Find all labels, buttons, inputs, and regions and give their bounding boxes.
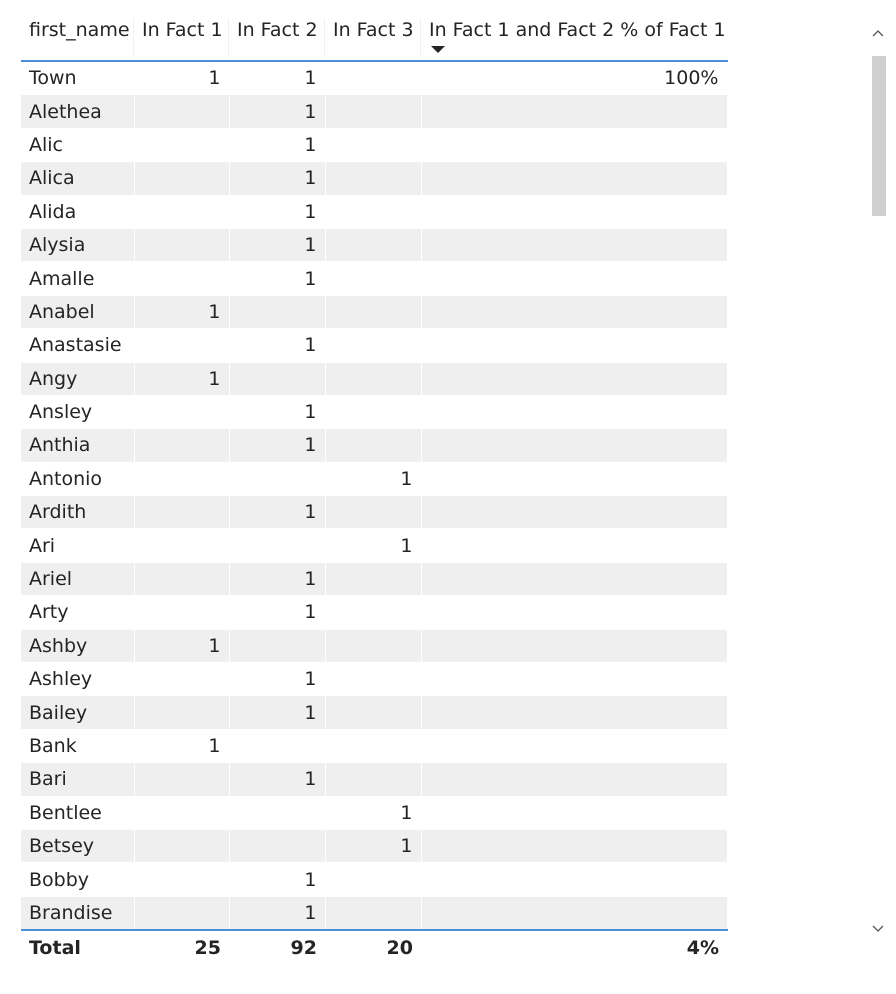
cell-first-name: Antonio [21, 462, 134, 495]
cell-in-fact-3 [325, 61, 421, 95]
cell-in-fact-1 [134, 896, 229, 930]
chevron-down-icon [872, 922, 884, 934]
table-visual [21, 0, 727, 965]
table-row[interactable] [21, 162, 727, 195]
cell-in-fact-3 [325, 729, 421, 762]
cell-in-fact-3: 1 [325, 529, 421, 562]
cell-in-fact-1: 1 [134, 61, 229, 95]
total-label: Total [21, 930, 134, 965]
cell-first-name: Anabel [21, 295, 134, 328]
scroll-thumb[interactable] [872, 56, 886, 216]
column-header-label: In Fact 1 and Fact 2 % of Fact 1 [429, 19, 726, 41]
table-row[interactable] [21, 863, 727, 896]
cell-in-fact-3 [325, 663, 421, 696]
table-row[interactable] [21, 629, 727, 662]
cell-in-fact-2: 1 [229, 429, 325, 462]
cell-first-name: Alica [21, 162, 134, 195]
cell-first-name: Ariel [21, 562, 134, 595]
cell-in-fact-3 [325, 896, 421, 930]
cell-first-name: Bobby [21, 863, 134, 896]
table-row[interactable] [21, 496, 727, 529]
cell-in-fact-2 [229, 629, 325, 662]
cell-in-fact-2: 1 [229, 896, 325, 930]
cell-in-fact-2: 1 [229, 162, 325, 195]
cell-in-fact-3 [325, 295, 421, 328]
column-header-in-fact-2[interactable] [229, 0, 325, 61]
cell-fact1-fact2-pct [421, 763, 727, 796]
table-row[interactable] [21, 829, 727, 862]
cell-fact1-fact2-pct: 100% [421, 61, 727, 95]
table-row[interactable] [21, 61, 727, 95]
cell-in-fact-2: 1 [229, 496, 325, 529]
column-header-in-fact-3[interactable] [325, 0, 421, 61]
cell-first-name: Ardith [21, 496, 134, 529]
cell-fact1-fact2-pct [421, 629, 727, 662]
cell-in-fact-2 [229, 362, 325, 395]
cell-first-name: Ansley [21, 395, 134, 428]
cell-in-fact-1 [134, 195, 229, 228]
table-row[interactable] [21, 295, 727, 328]
cell-in-fact-3: 1 [325, 829, 421, 862]
cell-in-fact-1 [134, 329, 229, 362]
cell-in-fact-3 [325, 429, 421, 462]
cell-fact1-fact2-pct [421, 663, 727, 696]
cell-in-fact-1: 1 [134, 729, 229, 762]
total-in-fact-3: 20 [325, 930, 421, 965]
cell-in-fact-3: 1 [325, 462, 421, 495]
table-row[interactable] [21, 562, 727, 595]
table-row[interactable] [21, 128, 727, 161]
cell-in-fact-2: 1 [229, 95, 325, 128]
table-row[interactable] [21, 395, 727, 428]
cell-fact1-fact2-pct [421, 529, 727, 562]
cell-first-name: Betsey [21, 829, 134, 862]
cell-fact1-fact2-pct [421, 228, 727, 261]
cell-first-name: Bari [21, 763, 134, 796]
table-row[interactable] [21, 663, 727, 696]
cell-in-fact-1 [134, 562, 229, 595]
cell-in-fact-3 [325, 329, 421, 362]
total-in-fact-1: 25 [134, 930, 229, 965]
column-header-label: In Fact 2 [237, 19, 318, 41]
cell-fact1-fact2-pct [421, 262, 727, 295]
cell-in-fact-3 [325, 195, 421, 228]
cell-in-fact-2: 1 [229, 663, 325, 696]
chevron-up-icon [872, 28, 884, 40]
column-header-label: In Fact 3 [333, 19, 414, 41]
cell-in-fact-2 [229, 462, 325, 495]
cell-fact1-fact2-pct [421, 596, 727, 629]
cell-first-name: Angy [21, 362, 134, 395]
cell-first-name: Anthia [21, 429, 134, 462]
cell-in-fact-3 [325, 596, 421, 629]
vertical-scrollbar[interactable] [868, 20, 888, 946]
cell-in-fact-2: 1 [229, 863, 325, 896]
cell-in-fact-3 [325, 562, 421, 595]
cell-first-name: Alethea [21, 95, 134, 128]
cell-fact1-fact2-pct [421, 696, 727, 729]
cell-in-fact-2: 1 [229, 696, 325, 729]
cell-in-fact-1 [134, 696, 229, 729]
cell-fact1-fact2-pct [421, 329, 727, 362]
cell-in-fact-1 [134, 663, 229, 696]
cell-in-fact-2: 1 [229, 596, 325, 629]
cell-in-fact-2: 1 [229, 262, 325, 295]
table-row[interactable] [21, 763, 727, 796]
column-header-label: In Fact 1 [142, 19, 223, 41]
column-header-fact1-fact2-pct[interactable] [421, 0, 727, 61]
table-row[interactable] [21, 729, 727, 762]
table-row[interactable] [21, 696, 727, 729]
table-row[interactable] [21, 529, 727, 562]
cell-in-fact-1 [134, 763, 229, 796]
data-table [21, 0, 728, 965]
header-row [21, 0, 727, 61]
cell-in-fact-2 [229, 796, 325, 829]
cell-in-fact-2: 1 [229, 763, 325, 796]
cell-fact1-fact2-pct [421, 896, 727, 930]
cell-in-fact-1 [134, 95, 229, 128]
cell-first-name: Bailey [21, 696, 134, 729]
cell-fact1-fact2-pct [421, 162, 727, 195]
cell-first-name: Ashby [21, 629, 134, 662]
scroll-track[interactable] [870, 56, 886, 916]
sort-descending-icon [431, 46, 445, 53]
cell-fact1-fact2-pct [421, 195, 727, 228]
cell-fact1-fact2-pct [421, 462, 727, 495]
cell-in-fact-1 [134, 863, 229, 896]
table-row[interactable] [21, 329, 727, 362]
cell-fact1-fact2-pct [421, 796, 727, 829]
table-row[interactable] [21, 262, 727, 295]
cell-first-name: Anastasie [21, 329, 134, 362]
total-fact1-fact2-pct: 4% [421, 930, 727, 965]
cell-fact1-fact2-pct [421, 863, 727, 896]
table-row[interactable] [21, 362, 727, 395]
total-in-fact-2: 92 [229, 930, 325, 965]
cell-in-fact-3 [325, 696, 421, 729]
cell-first-name: Ashley [21, 663, 134, 696]
cell-first-name: Ari [21, 529, 134, 562]
cell-in-fact-2: 1 [229, 562, 325, 595]
cell-in-fact-1 [134, 262, 229, 295]
cell-in-fact-2 [229, 829, 325, 862]
cell-in-fact-3 [325, 162, 421, 195]
cell-in-fact-3 [325, 262, 421, 295]
cell-first-name: Bank [21, 729, 134, 762]
cell-in-fact-1 [134, 395, 229, 428]
table-row[interactable] [21, 228, 727, 261]
cell-in-fact-2 [229, 295, 325, 328]
scroll-down-button[interactable] [868, 918, 888, 938]
cell-in-fact-3 [325, 362, 421, 395]
scroll-up-button[interactable] [868, 24, 888, 44]
cell-in-fact-3 [325, 395, 421, 428]
cell-fact1-fact2-pct [421, 729, 727, 762]
cell-fact1-fact2-pct [421, 295, 727, 328]
cell-fact1-fact2-pct [421, 496, 727, 529]
table-row[interactable] [21, 896, 727, 930]
cell-in-fact-2: 1 [229, 128, 325, 161]
cell-in-fact-2: 1 [229, 195, 325, 228]
cell-in-fact-1 [134, 462, 229, 495]
cell-fact1-fact2-pct [421, 362, 727, 395]
cell-in-fact-3 [325, 496, 421, 529]
cell-in-fact-1 [134, 228, 229, 261]
cell-in-fact-1 [134, 796, 229, 829]
cell-first-name: Bentlee [21, 796, 134, 829]
cell-fact1-fact2-pct [421, 128, 727, 161]
cell-in-fact-1 [134, 596, 229, 629]
cell-in-fact-2: 1 [229, 395, 325, 428]
cell-in-fact-2: 1 [229, 329, 325, 362]
cell-fact1-fact2-pct [421, 829, 727, 862]
cell-in-fact-3: 1 [325, 796, 421, 829]
cell-first-name: Brandise [21, 896, 134, 930]
cell-in-fact-1: 1 [134, 295, 229, 328]
cell-in-fact-3 [325, 95, 421, 128]
cell-in-fact-1 [134, 829, 229, 862]
cell-first-name: Alida [21, 195, 134, 228]
cell-in-fact-2: 1 [229, 228, 325, 261]
cell-fact1-fact2-pct [421, 562, 727, 595]
cell-in-fact-3 [325, 629, 421, 662]
cell-first-name: Alysia [21, 228, 134, 261]
cell-in-fact-3 [325, 228, 421, 261]
cell-first-name: Arty [21, 596, 134, 629]
table-row[interactable] [21, 462, 727, 495]
column-header-first-name[interactable] [21, 0, 134, 61]
cell-in-fact-1 [134, 162, 229, 195]
cell-in-fact-2 [229, 529, 325, 562]
cell-in-fact-2 [229, 729, 325, 762]
table-row[interactable] [21, 596, 727, 629]
cell-fact1-fact2-pct [421, 429, 727, 462]
cell-in-fact-1 [134, 496, 229, 529]
table-row[interactable] [21, 796, 727, 829]
column-header-in-fact-1[interactable] [134, 0, 229, 61]
table-row[interactable] [21, 195, 727, 228]
table-row[interactable] [21, 95, 727, 128]
total-row [21, 930, 727, 965]
cell-in-fact-3 [325, 763, 421, 796]
cell-fact1-fact2-pct [421, 95, 727, 128]
column-header-label: first_name [29, 19, 130, 41]
cell-in-fact-3 [325, 128, 421, 161]
cell-in-fact-3 [325, 863, 421, 896]
cell-first-name: Amalle [21, 262, 134, 295]
cell-first-name: Town [21, 61, 134, 95]
table-row[interactable] [21, 429, 727, 462]
cell-fact1-fact2-pct [421, 395, 727, 428]
cell-in-fact-1: 1 [134, 362, 229, 395]
cell-in-fact-2: 1 [229, 61, 325, 95]
cell-in-fact-1 [134, 429, 229, 462]
cell-in-fact-1 [134, 529, 229, 562]
cell-first-name: Alic [21, 128, 134, 161]
cell-in-fact-1: 1 [134, 629, 229, 662]
cell-in-fact-1 [134, 128, 229, 161]
